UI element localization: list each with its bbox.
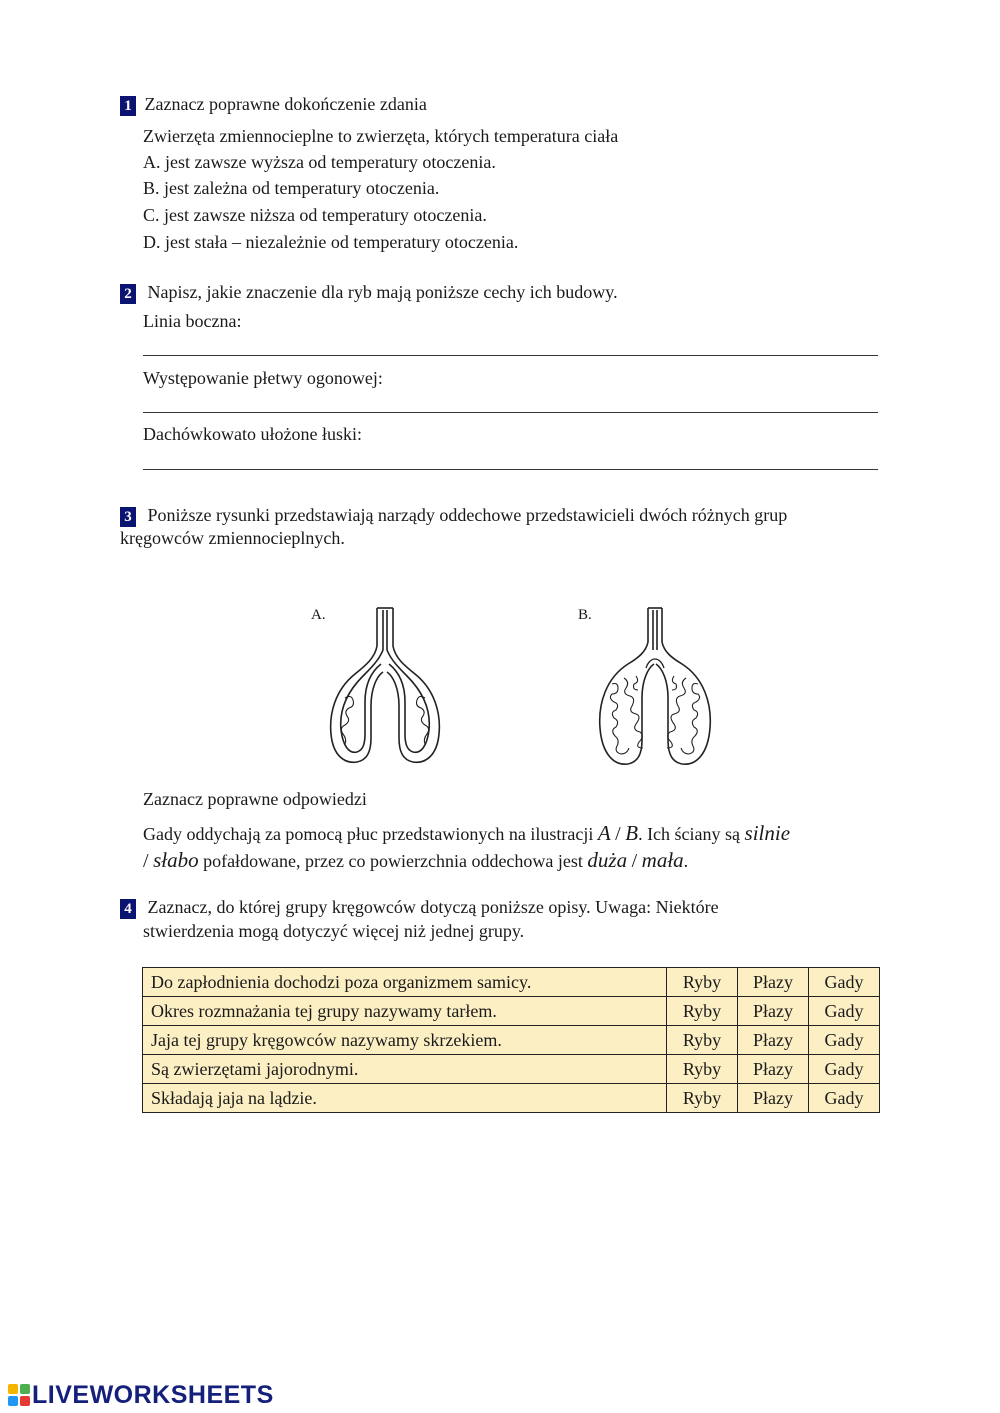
choice-a[interactable]: A [597, 821, 611, 845]
lung-label-a: A. [311, 607, 326, 623]
option-gady[interactable]: Gady [809, 997, 880, 1026]
option-plazy[interactable]: Płazy [738, 1026, 809, 1055]
table-row [143, 1084, 880, 1113]
lungs-a-illustration [325, 606, 445, 768]
choice-separator-1: / [615, 823, 621, 845]
q4-line-2: stwierdzenia mogą dotyczyć więcej niż jednej grupy. [143, 921, 525, 941]
q1-header [120, 93, 427, 116]
q4-statement: Składają jaja na lądzie. [143, 1084, 667, 1113]
q2-item-scales: Dachówkowato ułożone łuski: [143, 424, 362, 444]
option-ryby[interactable]: Ryby [667, 997, 738, 1026]
table-row [143, 1026, 880, 1055]
option-plazy[interactable]: Płazy [738, 1084, 809, 1113]
q2-title: Napisz, jakie znaczenie dla ryb mają poniższe cechy ich budowy. [147, 282, 618, 302]
q3-line-2: kręgowców zmiennocieplnych. [120, 528, 345, 548]
option-plazy[interactable]: Płazy [738, 968, 809, 997]
lungs-b-illustration [592, 606, 718, 770]
q4-header [120, 896, 719, 919]
q4-table [142, 967, 880, 1113]
q1-option-d[interactable]: D. jest stała – niezależnie od temperatury otoczenia. [143, 232, 519, 252]
q3-sentence-part-2: . Ich ściany są [638, 824, 745, 844]
option-gady[interactable]: Gady [809, 1026, 880, 1055]
choice-silnie[interactable]: silnie [744, 821, 791, 845]
option-ryby[interactable]: Ryby [667, 1026, 738, 1055]
q2-number-badge: 2 [120, 284, 136, 304]
option-ryby[interactable]: Ryby [667, 1084, 738, 1113]
q3-sentence-line-1 [143, 820, 790, 847]
q1-option-a[interactable]: A. jest zawsze wyższa od temperatury otoczenia. [143, 152, 496, 172]
q1-option-b[interactable]: B. jest zależna od temperatury otoczenia. [143, 178, 440, 198]
q3-sentence-part-1: Gady oddychają za pomocą płuc przedstawionych na ilustracji [143, 824, 598, 844]
q1-option-c[interactable]: C. jest zawsze niższa od temperatury otoczenia. [143, 205, 487, 225]
q3-line-1: Poniższe rysunki przedstawiają narządy oddechowe przedstawicieli dwóch różnych grup [147, 505, 788, 525]
choice-separator-2: / [143, 850, 149, 872]
option-gady[interactable]: Gady [809, 1084, 880, 1113]
q3-header [120, 504, 787, 527]
q2-item-tail-fin: Występowanie płetwy ogonowej: [143, 368, 383, 388]
q3-instruction: Zaznacz poprawne odpowiedzi [143, 789, 367, 809]
liveworksheets-logo [8, 1382, 274, 1408]
q3-sentence-part-3: pofałdowane, przez co powierzchnia oddechowa jest [198, 851, 588, 871]
option-ryby[interactable]: Ryby [667, 968, 738, 997]
table-row [143, 968, 880, 997]
q4-statement: Do zapłodnienia dochodzi poza organizmem samicy. [143, 968, 667, 997]
choice-separator-3: / [631, 850, 638, 872]
table-row [143, 1055, 880, 1084]
q4-line-1: Zaznacz, do której grupy kręgowców dotyczą poniższe opisy. Uwaga: Niektóre [147, 897, 719, 917]
q4-statement: Jaja tej grupy kręgowców nazywamy skrzekiem. [143, 1026, 667, 1055]
option-plazy[interactable]: Płazy [738, 1055, 809, 1084]
q2-answer-line-1[interactable] [143, 355, 878, 356]
lung-label-b: B. [578, 607, 592, 623]
q4-statement: Są zwierzętami jajorodnymi. [143, 1055, 667, 1084]
logo-text: LIVEWORKSHEETS [32, 1380, 274, 1409]
option-gady[interactable]: Gady [809, 1055, 880, 1084]
q4-statement: Okres rozmnażania tej grupy nazywamy tarłem. [143, 997, 667, 1026]
q1-stem: Zwierzęta zmiennocieplne to zwierzęta, których temperatura ciała [143, 126, 619, 146]
option-ryby[interactable]: Ryby [667, 1055, 738, 1084]
option-gady[interactable]: Gady [809, 968, 880, 997]
table-row [143, 997, 880, 1026]
q3-sentence-line-2 [143, 847, 688, 874]
q4-number-badge: 4 [120, 899, 136, 919]
choice-duza[interactable]: duża [587, 848, 628, 872]
q3-sentence-end: . [683, 851, 689, 871]
logo-blocks-icon [8, 1384, 30, 1406]
q1-number-badge: 1 [120, 96, 136, 116]
q2-item-lateral-line: Linia boczna: [143, 311, 242, 331]
q3-number-badge: 3 [120, 507, 136, 527]
choice-mala[interactable]: mała [641, 848, 684, 872]
choice-b[interactable]: B [625, 821, 639, 845]
q2-answer-line-2[interactable] [143, 412, 878, 413]
q2-answer-line-3[interactable] [143, 469, 878, 470]
option-plazy[interactable]: Płazy [738, 997, 809, 1026]
q2-header [120, 281, 618, 304]
q1-title: Zaznacz poprawne dokończenie zdania [144, 94, 427, 114]
choice-slabo[interactable]: słabo [153, 848, 199, 872]
